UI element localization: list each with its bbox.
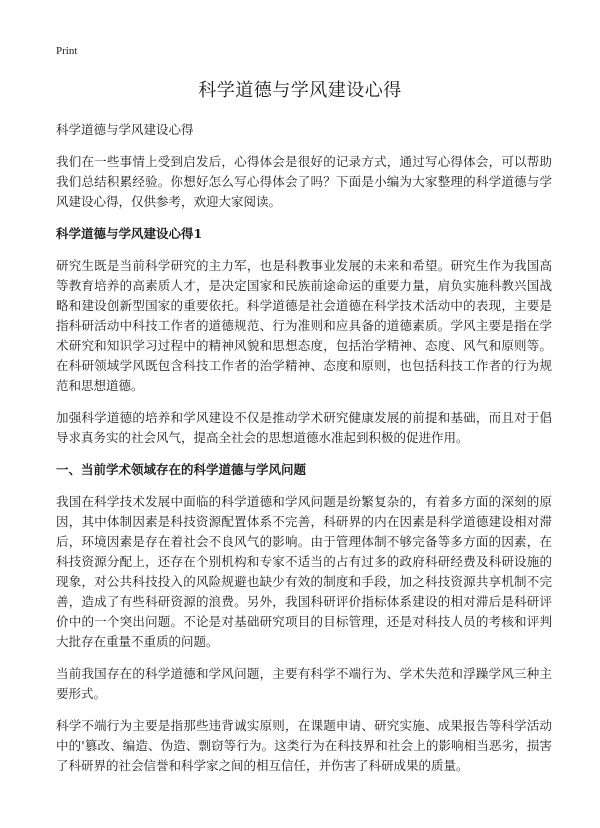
section1-paragraph-2: 加强科学道德的培养和学风建设不仅是推动学术研究健康发展的前提和基础，而且对于倡导求真务实的社会风气，提高全社会的思想道德水准起到积极的促进作用。 bbox=[56, 410, 552, 445]
document-title: 科学道德与学风建设心得 bbox=[198, 80, 402, 101]
section2-paragraph-2: 当前我国存在的科学道德和学风问题，主要有科学不端行为、学术失范和浮躁学风三种主要形式。 bbox=[56, 666, 552, 701]
intro-paragraph: 我们在一些事情上受到启发后，心得体会是很好的记录方式，通过写心得体会，可以帮助我们总结积累经验。你想好怎么写心得体会了吗？下面是小编为大家整理的科学道德与学风建设心得，仅供参考，欢迎大家阅读。 bbox=[56, 154, 552, 209]
document-body bbox=[56, 120, 552, 788]
section-heading-1: 科学道德与学风建设心得1 bbox=[56, 226, 203, 241]
section-heading-2: 一、当前学术领域存在的科学道德与学风问题 bbox=[56, 462, 307, 477]
section2-paragraph-3: 科学不端行为主要是指那些违背诚实原则，在课题申请、研究实施、成果报告等科学活动中的'篡改、编造、伪造、剽窃等行为。这类行为在科技界和社会上的影响相当恶劣，损害了科研界的社会信誉和科学家之间的相互信任，并伤害了科研成果的质量。 bbox=[56, 718, 552, 773]
section2-paragraph-1: 我国在科学技术发展中面临的科学道德和学风问题是纷繁复杂的，有着多方面的深刻的原因，其中体制因素是科技资源配置体系不完善，科研界的内在因素是科学道德建设相对滞后，环境因素是存在着社会不良风气的影响。由于管理体制不够完备等多方面的因素，在科技资源分配上，还存在个别机构和专家不适当的占有过多的政府科研经费及科研设施的现象，对公共科技投入的风险规避也缺少有效的制度和手段，加之科技资源共享机制不完善，造成了有些科研资源的浪费。另外，我国科研评价指标体系建设的相对滞后是科研评价中的一个突出问题。不论是对基础研究项目的目标管理，还是对科技人员的考核和评判大批存在重量不重质的问题。 bbox=[56, 494, 552, 649]
section1-paragraph-1: 研究生既是当前科学研究的主力军，也是科教事业发展的未来和希望。研究生作为我国高等教育培养的高素质人才，是决定国家和民族前途命运的重要力量，肩负实施科教兴国战略和建设创新型国家的重要依托。科学道德是社会道德在科学技术活动中的表现，主要是指科研活动中科技工作者的道德规范、行为准则和应具备的道德素质。学风主要是指在学术研究和知识学习过程中的精神风貌和思想态度，包括治学精神、态度、风气和原则等。在科研领域学风既包含科技工作者的治学精神、态度和原则，也包括科技工作者的行为规范和思想道德。 bbox=[56, 258, 552, 393]
document-subtitle: 科学道德与学风建设心得 bbox=[56, 122, 194, 137]
print-link[interactable]: Print bbox=[56, 45, 78, 57]
